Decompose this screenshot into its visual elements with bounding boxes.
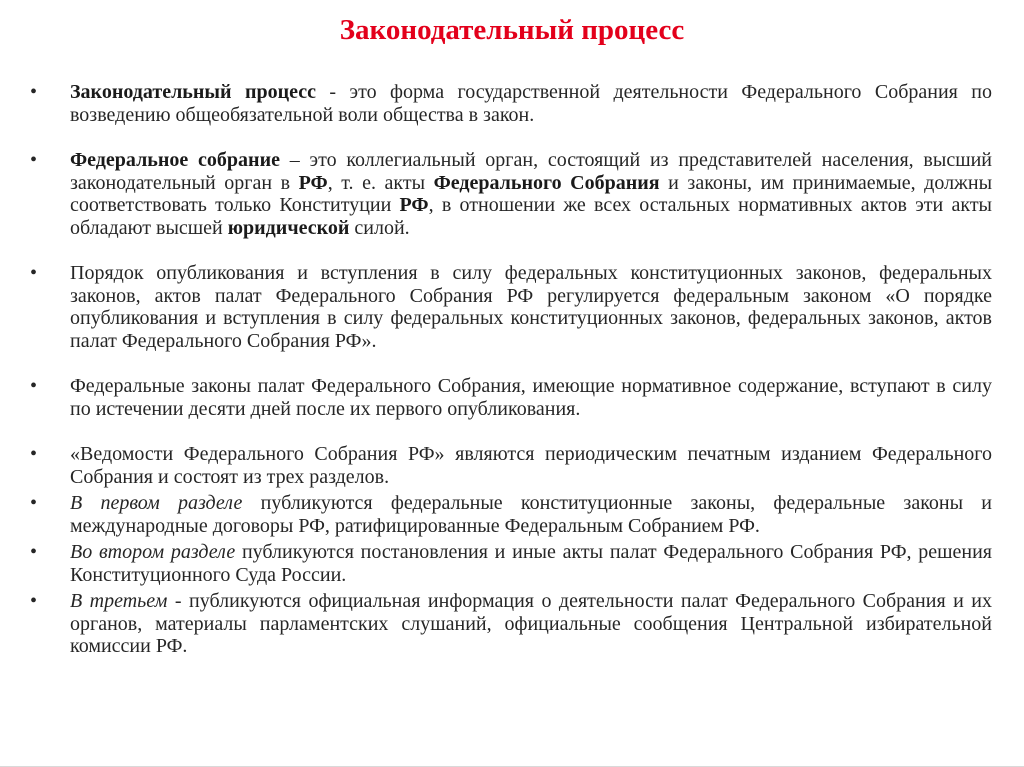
bullet-icon: • [30,541,38,563]
item-text: - это форма государственной деятельности Федерального Собрания по возведению общеобязательной воли общества в закон. [70,81,992,126]
list-item [30,443,992,488]
bullet-icon: • [30,81,38,103]
term-highlight: юридической [227,216,350,239]
list-item [30,590,992,658]
slide-title: Законодательный процесс [339,14,685,46]
item-text: публикуются постановления и иные акты палат Федерального Собрания РФ, решения Конституционного Суда России. [70,541,992,586]
bullet-icon: • [30,375,38,397]
bullet-icon: • [30,149,38,171]
list-item [30,149,992,239]
list-item [30,262,992,352]
bullet-icon: • [30,590,38,612]
term-highlight: РФ [298,171,328,194]
item-text: «Ведомости Федерального Собрания РФ» являются периодическим печатным изданием Федерального Собрания и состоят из трех разделов. [70,443,992,488]
bullet-list [30,81,992,658]
list-item [30,492,992,537]
item-text: , т. е. акты [327,171,434,194]
section-name: В третьем [70,590,168,612]
bullet-icon: • [30,262,38,284]
section-name: Во втором разделе [70,541,236,563]
item-text: и законы, им принимаемые, должны соответствовать только Конституции [70,171,993,216]
list-item [30,375,992,420]
item-text: – это коллегиальный орган, состоящий из представителей населения, высший законодательный орган в [70,149,993,194]
section-name: В первом разделе [70,492,243,514]
term-highlight: Федерального Собрания [433,171,660,194]
item-text: - публикуются официальная информация о деятельности палат Федерального Собрания и их органов, материалы парламентских слушаний, официальные сообщения Центральной избирательной комиссии РФ. [70,590,992,657]
item-text: силой. [349,216,410,239]
bullet-icon: • [30,443,38,465]
term-highlight: Федеральное собрание [70,149,280,171]
item-text: Федеральные законы палат Федерального Собрания, имеющие нормативное содержание, вступают в силу по истечении десяти дней после их первого опубликования. [70,375,992,420]
term-highlight: РФ [399,194,429,216]
bullet-icon: • [30,492,38,514]
list-item [30,81,992,126]
item-text: Порядок опубликования и вступления в силу федеральных конституционных законов, федеральных законов, актов палат Федерального Собрания РФ регулируется федеральным законом «О порядке опубликования и вступления в силу федеральных конституционных законов, федеральных законов, актов палат Федерального Собрания РФ». [70,262,992,352]
list-item [30,541,992,586]
item-text: публикуются федеральные конституционные законы, федеральные законы и международные договоры РФ, ратифицированные Федеральным Собранием РФ. [70,492,993,537]
term-highlight: Законодательный процесс [70,81,316,103]
item-text: , в отношении же всех остальных нормативных актов эти акты обладают высшей [70,194,992,239]
